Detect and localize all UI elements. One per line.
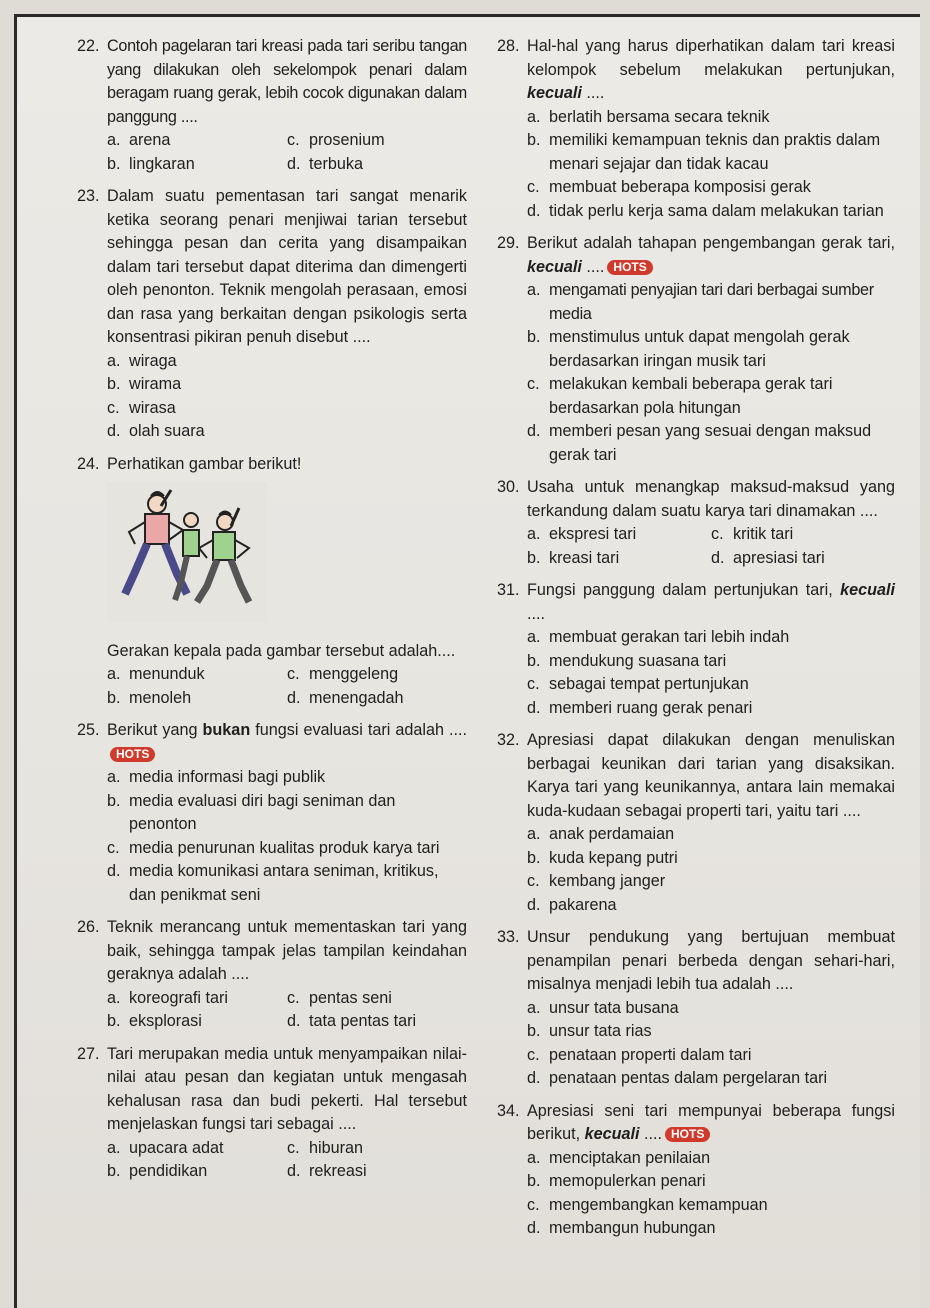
question-stem: Apresiasi dapat dilakukan dengan menuliskan berbagai keunikan dari tarian yang disaksikan. Karya tari yang keunikannya, antara lain memakai kuda-kudaan sebagai properti tari, yaitu tari ....	[527, 731, 895, 820]
option-c[interactable]: c. prosenium	[287, 131, 385, 149]
question-stem: Tari merupakan media untuk menyampaikan nilai-nilai atau pesan dan kegiatan untuk mengasah kehalusan rasa dan budi pekerti. Hal tersebut menjelaskan fungsi tari sebagai ....	[107, 1044, 467, 1133]
option-a[interactable]: a. menunduk	[107, 665, 205, 683]
option-d[interactable]: d. membangun hubungan	[527, 1219, 716, 1237]
option-a[interactable]: a. media informasi bagi publik	[107, 768, 326, 786]
option-d[interactable]: d. olah suara	[107, 422, 205, 440]
option-b[interactable]: b. pendidikan	[107, 1162, 208, 1180]
option-c[interactable]: c. mengembangkan kemampuan	[527, 1195, 768, 1214]
option-d[interactable]: d. pakarena	[527, 895, 617, 914]
question-number: 34.	[497, 1101, 520, 1120]
question-34	[497, 1100, 895, 1241]
option-c[interactable]: c. melakukan kembali beberapa gerak tari berdasarkan pola hitungan	[527, 375, 833, 417]
question-number: 23.	[77, 187, 100, 205]
option-d[interactable]: d. memberi pesan yang sesuai dengan maksud gerak tari	[527, 422, 872, 464]
option-c[interactable]: c. membuat beberapa komposisi gerak	[527, 178, 811, 196]
option-b[interactable]: b. mendukung suasana tari	[527, 651, 727, 670]
option-c[interactable]: c. kembang janger	[527, 872, 666, 890]
option-a[interactable]: a. menciptakan penilaian	[527, 1148, 711, 1167]
option-d[interactable]: d. terbuka	[287, 154, 363, 173]
option-c[interactable]: c. penataan properti dalam tari	[527, 1045, 752, 1064]
question-number: 30.	[497, 478, 520, 496]
question-stem: Usaha untuk menangkap maksud-maksud yang terkandung dalam suatu karya tari dinamakan ....	[527, 478, 895, 520]
option-b[interactable]: b. kuda kepang putri	[527, 848, 678, 867]
option-b[interactable]: b. menstimulus untuk dapat mengolah gerak berdasarkan iringan musik tari	[527, 328, 850, 370]
option-d[interactable]: d. tidak perlu kerja sama dalam melakukan tarian	[527, 201, 884, 220]
question-33	[497, 926, 895, 1091]
question-25	[77, 719, 467, 907]
option-d[interactable]: d. memberi ruang gerak penari	[527, 698, 753, 717]
option-c[interactable]: c. menggeleng	[287, 665, 399, 683]
option-c[interactable]: c. kritik tari	[711, 525, 794, 543]
option-c[interactable]: c. hiburan	[287, 1138, 364, 1157]
dancers-illustration	[107, 482, 267, 622]
option-a[interactable]: a. wiraga	[107, 351, 177, 370]
left-column	[77, 35, 467, 1193]
question-stem: Apresiasi seni tari mempunyai beberapa fungsi berikut, kecuali .... HOTS	[527, 1101, 895, 1143]
option-d[interactable]: d. tata pentas tari	[287, 1012, 417, 1030]
question-stem: Berikut yang bukan fungsi evaluasi tari adalah ....HOTS	[107, 721, 467, 761]
question-stem: Fungsi panggung dalam pertunjukan tari, kecuali ....	[527, 581, 895, 623]
question-number: 32.	[497, 731, 520, 749]
question-32	[497, 729, 895, 917]
option-b[interactable]: b. memopulerkan penari	[527, 1172, 706, 1190]
worksheet-page	[14, 14, 920, 1308]
option-a[interactable]: a. arena	[107, 131, 171, 149]
question-22	[77, 35, 467, 176]
option-a[interactable]: a. unsur tata busana	[527, 998, 679, 1017]
question-28	[497, 35, 895, 223]
question-number: 33.	[497, 928, 520, 946]
option-c[interactable]: c. pentas seni	[287, 988, 392, 1007]
option-b[interactable]: b. eksplorasi	[107, 1012, 202, 1030]
question-31	[497, 579, 895, 720]
option-a[interactable]: a. upacara adat	[107, 1138, 224, 1157]
question-number: 31.	[497, 581, 520, 599]
question-27	[77, 1043, 467, 1184]
option-d[interactable]: d. penataan pentas dalam pergelaran tari	[527, 1069, 828, 1087]
question-29	[497, 232, 895, 467]
question-stem: Berikut adalah tahapan pengembangan gerak tari, kecuali .... HOTS	[527, 234, 895, 276]
question-stem: Unsur pendukung yang bertujuan membuat penampilan penari berbeda dengan sehari-hari, misalnya menjadi lebih tua adalah ....	[527, 928, 895, 993]
option-b[interactable]: b. unsur tata rias	[527, 1022, 652, 1040]
question-26	[77, 916, 467, 1034]
option-b[interactable]: b. lingkaran	[107, 154, 195, 173]
option-a[interactable]: a. mengamati penyajian tari dari berbagai sumber media	[527, 281, 874, 323]
option-a[interactable]: a. berlatih bersama secara teknik	[527, 107, 770, 126]
option-c[interactable]: c. wirasa	[107, 398, 176, 417]
question-stem: Perhatikan gambar berikut!	[107, 454, 302, 473]
option-b[interactable]: b. media evaluasi diri bagi seniman dan penonton	[107, 791, 396, 833]
option-d[interactable]: d. media komunikasi antara seniman, kritikus, dan penikmat seni	[107, 862, 439, 904]
option-c[interactable]: c. sebagai tempat pertunjukan	[527, 675, 749, 693]
question-stem: Hal-hal yang harus diperhatikan dalam tari kreasi kelompok sebelum melakukan pertunjukan, kecuali ....	[527, 37, 895, 102]
question-24	[77, 453, 467, 711]
option-a[interactable]: a. ekspresi tari	[527, 525, 637, 543]
option-d[interactable]: d. menengadah	[287, 688, 404, 707]
question-number: 26.	[77, 918, 100, 936]
question-number: 24.	[77, 454, 100, 473]
question-stem: Teknik merancang untuk mementaskan tari yang baik, sehingga tampak jelas tampilan keindahan geraknya adalah ....	[107, 918, 467, 983]
right-column	[497, 35, 895, 1250]
hots-badge: HOTS	[607, 260, 652, 275]
question-number: 28.	[497, 37, 520, 55]
option-b[interactable]: b. wirama	[107, 375, 182, 393]
hots-badge: HOTS	[110, 747, 155, 762]
question-23	[77, 185, 467, 444]
question-followup: Gerakan kepala pada gambar tersebut adalah....	[107, 641, 456, 660]
option-b[interactable]: b. kreasi tari	[527, 548, 620, 567]
option-a[interactable]: a. anak perdamaian	[527, 825, 675, 843]
option-a[interactable]: a. koreografi tari	[107, 988, 228, 1007]
option-d[interactable]: d. apresiasi tari	[711, 548, 825, 567]
option-b[interactable]: b. memiliki kemampuan teknis dan praktis dalam menari sejajar dan tidak kacau	[527, 131, 881, 173]
option-d[interactable]: d. rekreasi	[287, 1162, 367, 1180]
option-c[interactable]: c. media penurunan kualitas produk karya tari	[107, 838, 440, 857]
option-b[interactable]: b. menoleh	[107, 688, 192, 707]
question-30	[497, 476, 895, 570]
hots-badge: HOTS	[665, 1127, 710, 1142]
question-stem: Contoh pagelaran tari kreasi pada tari seribu tangan yang dilakukan oleh sekelompok penari dalam beragam ruang gerak, lebih cocok digunakan dalam panggung ....	[107, 37, 467, 126]
question-number: 25.	[77, 721, 100, 739]
question-number: 29.	[497, 234, 520, 252]
option-a[interactable]: a. membuat gerakan tari lebih indah	[527, 628, 790, 646]
question-number: 27.	[77, 1044, 100, 1063]
question-number: 22.	[77, 37, 100, 55]
question-stem: Dalam suatu pementasan tari sangat menarik ketika seorang penari menjiwai tarian tersebut sehingga pesan dan cerita yang disampaikan dalam tari tersebut dapat diterima dan dimengerti oleh penonton. Teknik mengolah perasaan, emosi dan rasa yang berkaitan dengan psikologis serta konsentrasi pikiran penuh disebut ....	[107, 187, 467, 346]
